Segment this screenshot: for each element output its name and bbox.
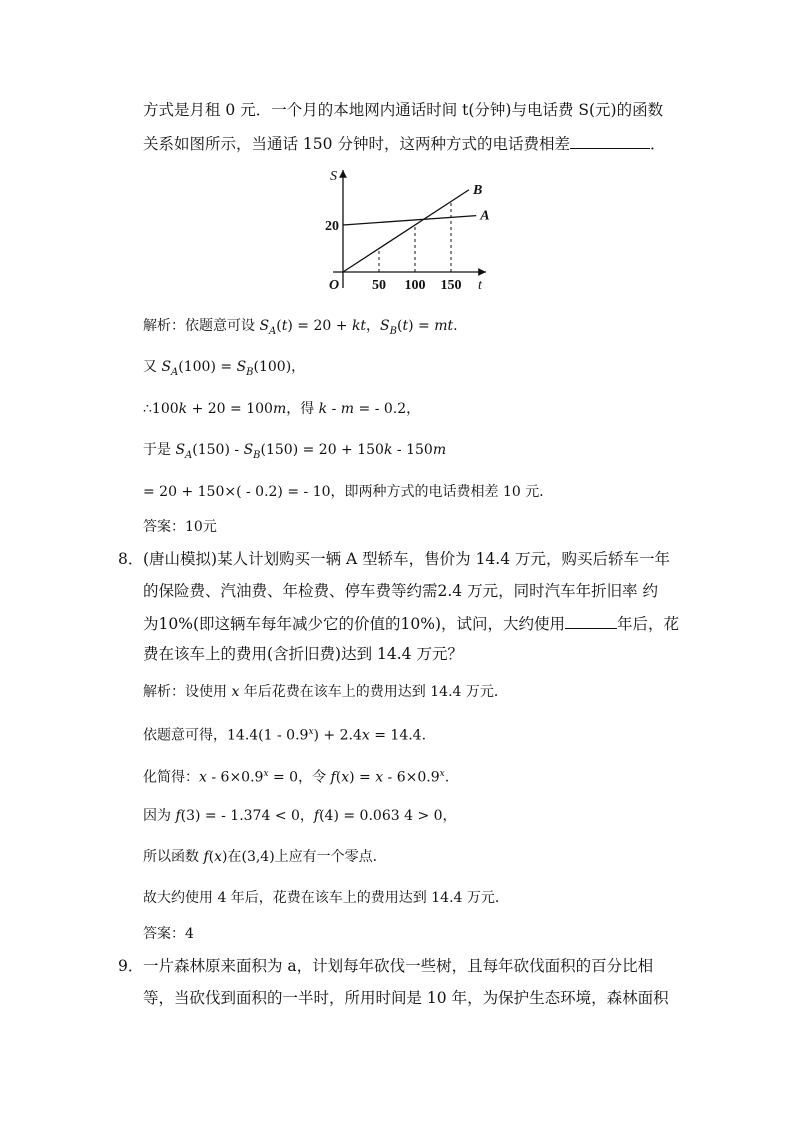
p7-answer: 答案：10元 bbox=[143, 519, 217, 535]
x-tick-label: 150 bbox=[440, 278, 462, 293]
x-tick-label: 100 bbox=[404, 278, 426, 293]
p7-solution-5: = 20 + 150×( - 0.2) = - 10，即两种方式的电话费相差 10 元． bbox=[143, 484, 554, 500]
p7-solution-4: 于是 $S_A(150) - S_B(150) = 20 + 150k - 150m$ bbox=[143, 442, 447, 461]
problem7-line2-end: ． bbox=[649, 135, 666, 153]
problem8-line2: 的保险费、汽油费、年检费、停车费等约需2.4 万元，同时汽车年折旧率 约 bbox=[143, 582, 659, 600]
series-line-b bbox=[343, 190, 469, 272]
p8-solution-1: 解析：设使用 x 年后花费在该车上的费用达到 14.4 万元． bbox=[143, 684, 508, 700]
x-tick-label: 50 bbox=[372, 278, 386, 293]
problem8-line1: (唐山模拟)某人计划购买一辆 A 型轿车，售价为 14.4 万元，购买后轿车一年 bbox=[143, 550, 671, 568]
p8-answer: 答案：4 bbox=[143, 926, 194, 942]
problem8-line3 bbox=[143, 612, 679, 635]
p7-solution-2: 又 $S_A(100) = S_B(100)$， bbox=[143, 359, 306, 378]
p8-solution-2: 依题意可得，$14.4(1 - 0.9^x) + 2.4x = 14.4$. bbox=[143, 727, 427, 744]
problem9-line2: 等，当砍伐到面积的一半时，所用时间是 10 年，为保护生态环境，森林面积 bbox=[143, 989, 669, 1007]
p8-solution-5: 所以函数 f(x)在(3,4)上应有一个零点． bbox=[143, 849, 387, 865]
problem9-number: 9． bbox=[118, 957, 144, 975]
problem7-line2-text: 关系如图所示，当通话 150 分钟时，这两种方式的电话费相差 bbox=[143, 135, 570, 153]
problem8-line4: 费在该车上的费用(含折旧费)达到 14.4 万元？ bbox=[143, 645, 463, 663]
problem7-line1: 方式是月租 0 元．一个月的本地网内通话时间 t(分钟)与电话费 S(元)的函数 bbox=[143, 101, 664, 119]
problem7-line2 bbox=[143, 132, 665, 155]
problem9-line1: 一片森林原来面积为 a，计划每年砍伐一些树，且每年砍伐面积的百分比相 bbox=[143, 957, 654, 975]
origin-label: O bbox=[329, 278, 340, 293]
p8-solution-4: 因为 f(3) = - 1.374 < 0，f(4) = 0.063 4 > 0， bbox=[143, 808, 457, 824]
series-label-a: A bbox=[480, 208, 490, 224]
x-axis-label: t bbox=[478, 278, 482, 293]
series-line-a bbox=[343, 216, 476, 225]
y-tick-label: 20 bbox=[325, 219, 339, 234]
y-axis-label: S bbox=[330, 169, 337, 184]
series-label-b: B bbox=[473, 182, 483, 198]
p7-solution-3: ∴100k + 20 = 100m，得 k - m = - 0.2， bbox=[143, 401, 421, 417]
problem8-line3b: 年后，花 bbox=[617, 615, 680, 633]
problem8-number: 8． bbox=[118, 550, 144, 568]
years-blank[interactable] bbox=[565, 612, 617, 629]
function-graph bbox=[304, 160, 494, 304]
graph-svg bbox=[304, 160, 494, 300]
answer-blank[interactable] bbox=[570, 132, 650, 149]
p7-solution-1: 解析：依题意可设 $S_A(t) = 20$ + kt，$S_B(t)$ = mt. bbox=[143, 318, 458, 337]
p8-solution-6: 故大约使用 4 年后，花费在该车上的费用达到 14.4 万元． bbox=[143, 890, 509, 906]
problem8-line3a: 为10%(即这辆车每年减少它的价值的10%)，试问，大约使用 bbox=[143, 615, 565, 633]
p8-solution-3: 化简得：$x - 6\times 0.9^x = 0$，令 $f(x) = x - 6\times 0.9^x$. bbox=[143, 769, 450, 786]
